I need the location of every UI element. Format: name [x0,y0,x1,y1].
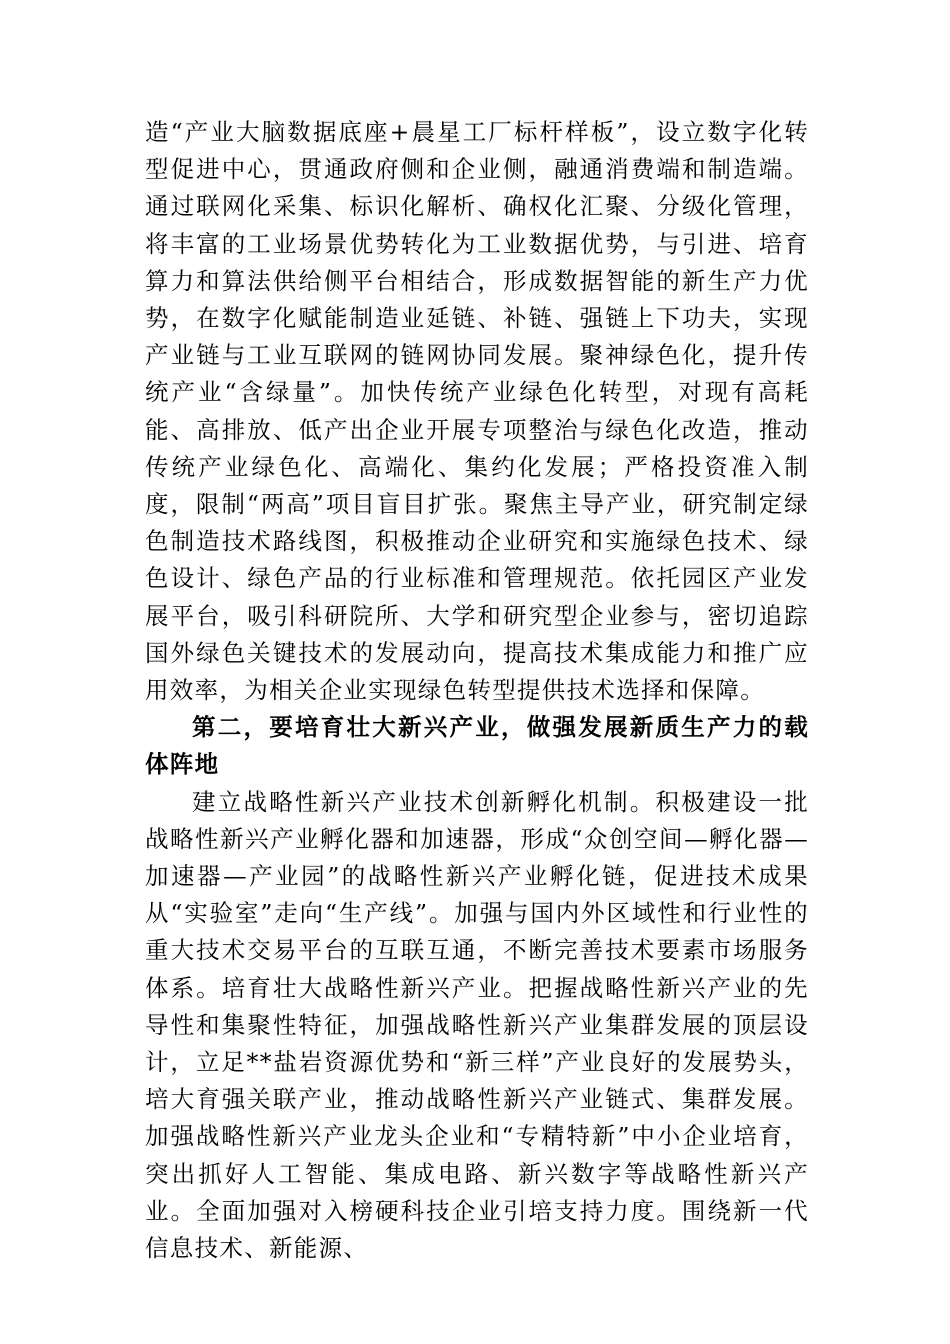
body-paragraph-2: 建立战略性新兴产业技术创新孵化机制。积极建设一批战略性新兴产业孵化器和加速器，形成“众创空间—孵化器—加速器—产业园”的战略性新兴产业孵化链，促进技术成果从“实验室”走向“生产线”。加强与国内外区域性和行业性的重大技术交易平台的互联互通，不断完善技术要素市场服务体系。培育壮大战略性新兴产业。把握战略性新兴产业的先导性和集聚性特征，加强战略性新兴产业集群发展的顶层设计，立足**盐岩资源优势和“新三样”产业良好的发展势头，培大育强关联产业，推动战略性新兴产业链式、集群发展。加强战略性新兴产业龙头企业和“专精特新”中小企业培育，突出抓好人工智能、集成电路、新兴数字等战略性新兴产业。全面加强对入榜硬科技企业引培支持力度。围绕新一代信息技术、新能源、 [145,787,809,1263]
body-paragraph-1: 造“产业大脑数据底座+晨星工厂标杆样板”，设立数字化转型促进中心，贯通政府侧和企业侧，融通消费端和制造端。通过联网化采集、标识化解析、确权化汇聚、分级化管理，将丰富的工业场景优势转化为工业数据优势，与引进、培育算力和算法供给侧平台相结合，形成数据智能的新生产力优势，在数字化赋能制造业延链、补链、强链上下功夫，实现产业链与工业互联网的链网协同发展。聚神绿色化，提升传统产业“含绿量”。加快传统产业绿色化转型，对现有高耗能、高排放、低产出企业开展专项整治与绿色化改造，推动传统产业绿色化、高端化、集约化发展；严格投资准入制度，限制“两高”项目盲目扩张。聚焦主导产业，研究制定绿色制造技术路线图，积极推动企业研究和实施绿色技术、绿色设计、绿色产品的行业标准和管理规范。依托园区产业发展平台，吸引科研院所、大学和研究型企业参与，密切追踪国外绿色关键技术的发展动向，提高技术集成能力和推广应用效率，为相关企业实现绿色转型提供技术选择和保障。 [145,118,809,705]
document-page [145,114,809,1267]
section-heading-2: 第二，要培育壮大新兴产业，做强发展新质生产力的载体阵地 [145,713,809,779]
